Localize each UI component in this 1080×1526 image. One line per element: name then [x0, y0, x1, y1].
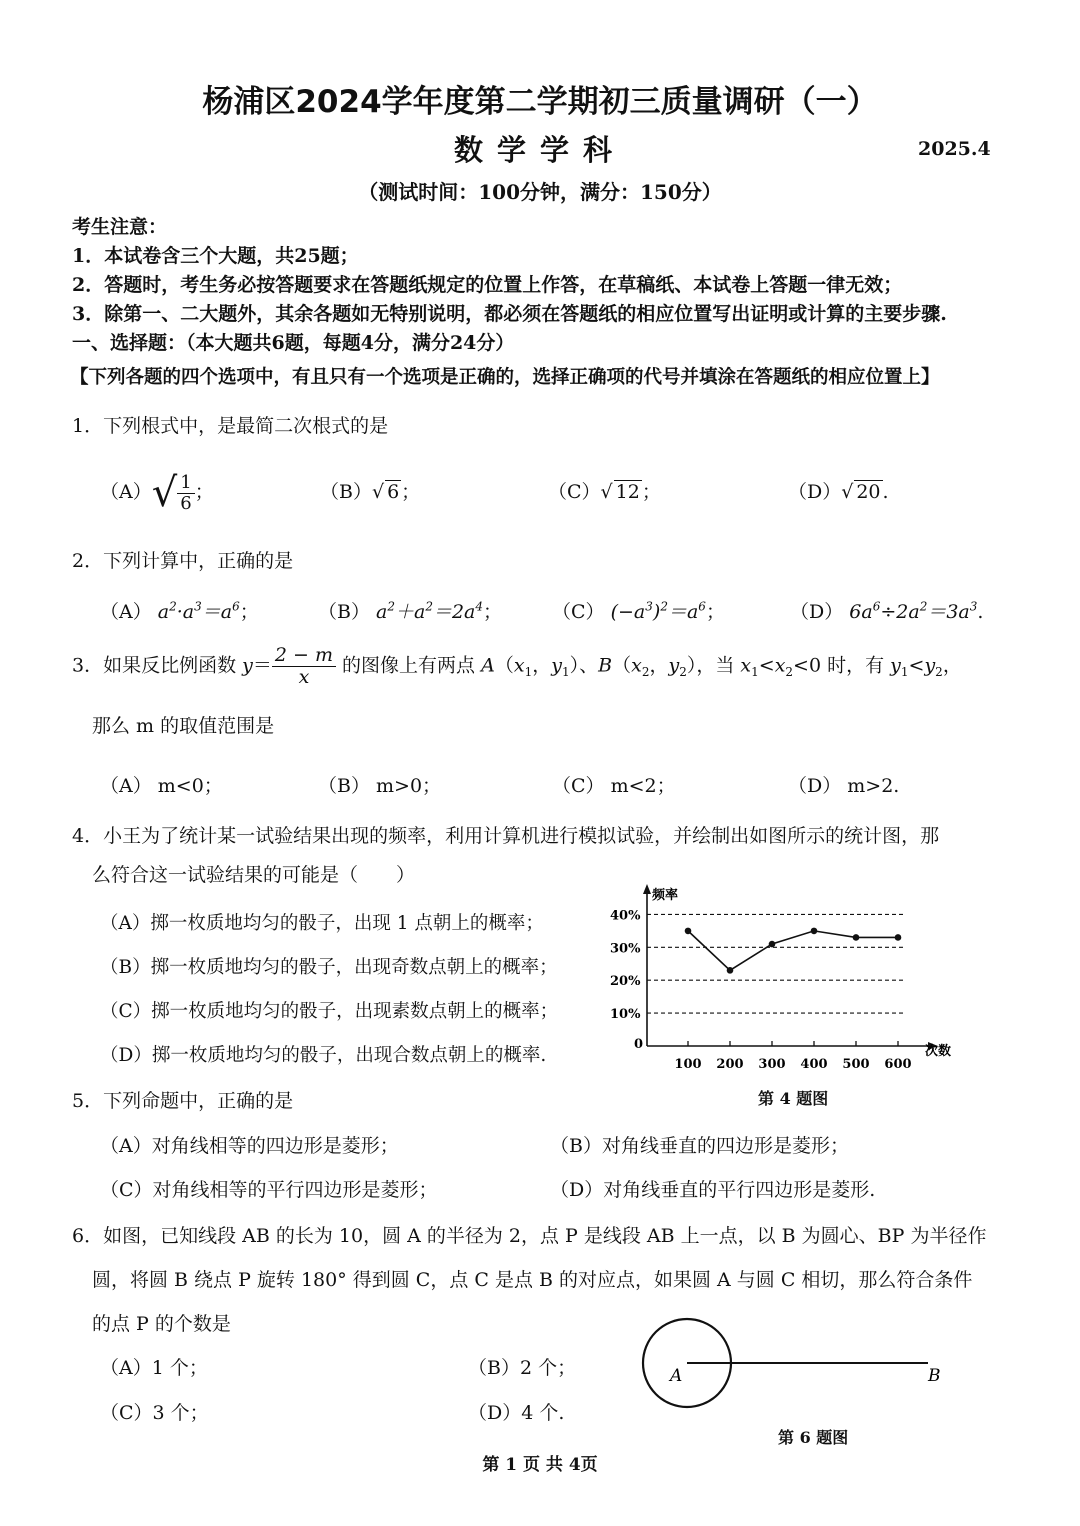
question-6-stem-line3: 的点 P 的个数是: [92, 1313, 231, 1335]
q2-option-c: （C） $(-a^3)^2=a^6$；: [552, 599, 725, 623]
exam-title: 杨浦区2024学年度第二学期初三质量调研（一）: [202, 84, 878, 120]
data-point: [727, 967, 734, 974]
q1-option-c: （C）√ 12 ；: [548, 481, 661, 503]
y-tick-label: 30%: [610, 941, 641, 957]
x-axis-label: 次数: [925, 1044, 952, 1059]
q4-option-a: （A）掷一枚质地均匀的骰子，出现 1 点朝上的概率；: [100, 913, 544, 934]
x-tick-label: 600: [884, 1057, 912, 1072]
q1-option-a: （A）√ $\frac{1}{6}$ ；: [100, 470, 214, 516]
q2-option-b: （B） $a^2+a^2=2a^4$；: [318, 599, 503, 623]
q3-option-a: （A） m<0；: [100, 775, 223, 797]
y-tick-label: 20%: [610, 974, 641, 990]
data-point: [895, 934, 902, 941]
question-2-stem: 2．下列计算中，正确的是: [72, 550, 294, 572]
figure-6-diagram: [630, 1315, 960, 1425]
question-3-stem: 3．如果反比例函数 y＝ $\frac{2 - m}{x}$ 的图像上有两点 $A(x_1$，$y_1$）、$B(x_2$，$y_2$），当 $x_1<x_2<0$ 时，有 $y_1<y_2$，: [72, 644, 962, 688]
question-4-stem: 4．小王为了统计某一试验结果出现的频率，利用计算机进行模拟试验，并绘制出如图所示的统计图，那: [72, 825, 940, 847]
question-6-stem-line2: 圆，将圆 B 绕点 P 旋转 180° 得到圆 C，点 C 是点 B 的对应点，如果圆 A 与圆 C 相切，那么符合条件: [92, 1269, 973, 1291]
q4-option-c: （C）掷一枚质地均匀的骰子，出现素数点朝上的概率；: [100, 1001, 559, 1022]
notice-item: 1．本试卷含三个大题，共25题；: [72, 245, 359, 267]
x-tick-label: 500: [842, 1057, 870, 1072]
q3-option-d: （D） m>2.: [788, 775, 900, 797]
q1-option-d: （D）√ 20 .: [788, 481, 889, 503]
x-tick-label: 100: [674, 1057, 702, 1072]
section-instruction: 【下列各题的四个选项中，有且只有一个选项是正确的，选择正确项的代号并填涂在答题纸的相应位置上】: [70, 367, 940, 388]
q5-option-d: （D）对角线垂直的平行四边形是菱形.: [550, 1179, 876, 1201]
notice-heading: 考生注意：: [72, 216, 168, 238]
y-tick-label: 10%: [610, 1007, 641, 1023]
q5-option-a: （A）对角线相等的四边形是菱形；: [100, 1135, 399, 1157]
x-tick-label: 300: [758, 1057, 786, 1072]
series-line: [688, 931, 898, 970]
q2-option-a: （A） $a^2\cdot a^3=a^6$；: [100, 599, 259, 623]
y-axis-arrow: [643, 884, 651, 894]
notice-item: 2．答题时，考生务必按答题要求在答题纸规定的位置上作答，在草稿纸、本试卷上答题一律无效；: [72, 274, 903, 296]
frequency-chart: [600, 882, 980, 1072]
question-1-stem: 1．下列根式中，是最简二次根式的是: [72, 415, 389, 437]
q6-option-d: （D）4 个.: [468, 1402, 565, 1424]
question-5-stem: 5．下列命题中，正确的是: [72, 1090, 294, 1112]
q5-option-c: （C）对角线相等的平行四边形是菱形；: [100, 1179, 438, 1201]
section-title: 一、选择题：（本大题共6题，每题4分，满分24分）: [72, 332, 515, 354]
q2-option-d: （D） $6a^6\div 2a^2=3a^3$.: [790, 599, 984, 623]
question-4-stem-line2: 么符合这一试验结果的可能是（ ）: [92, 864, 416, 886]
q3-option-c: （C） m<2；: [552, 775, 676, 797]
question-6-stem: 6．如图，已知线段 AB 的长为 10，圆 A 的半径为 2，点 P 是线段 AB 上一点，以 B 为圆心、BP 为半径作: [72, 1225, 987, 1247]
q6-option-a: （A）1 个；: [100, 1357, 208, 1379]
q4-option-d: （D）掷一枚质地均匀的骰子，出现合数点朝上的概率.: [100, 1045, 547, 1066]
x-tick-label: 400: [800, 1057, 828, 1072]
page-footer: 第 1 页 共 4页: [482, 1455, 598, 1475]
q1-option-b: （B）√ 6 ；: [320, 481, 421, 503]
q5-option-b: （B）对角线垂直的四边形是菱形；: [550, 1135, 849, 1157]
point-b-label: B: [928, 1366, 941, 1386]
data-point: [811, 928, 818, 935]
subject-title: 数学学科: [453, 133, 626, 167]
question-3-stem-line2: 那么 m 的取值范围是: [92, 715, 275, 737]
data-point: [853, 934, 860, 941]
figure-4-caption: 第 4 题图: [758, 1089, 829, 1108]
q6-option-c: （C）3 个；: [100, 1402, 209, 1424]
data-point: [685, 928, 692, 935]
x-tick-label: 200: [716, 1057, 744, 1072]
point-a-label: A: [670, 1366, 683, 1386]
notice-item: 3．除第一、二大题外，其余各题如无特别说明，都必须在答题纸的相应位置写出证明或计算的主要步骤.: [72, 303, 947, 325]
data-point: [769, 941, 776, 948]
test-info: （测试时间：100分钟，满分：150分）: [358, 180, 722, 204]
origin-label: 0: [634, 1037, 644, 1052]
q4-option-b: （B）掷一枚质地均匀的骰子，出现奇数点朝上的概率；: [100, 957, 558, 978]
q3-option-b: （B） m>0；: [318, 775, 442, 797]
y-axis-label: 频率: [652, 888, 679, 903]
y-tick-label: 40%: [610, 908, 641, 924]
figure-6-caption: 第 6 题图: [778, 1428, 849, 1447]
exam-date: 2025.4: [918, 138, 991, 160]
q6-option-b: （B）2 个；: [468, 1357, 577, 1379]
